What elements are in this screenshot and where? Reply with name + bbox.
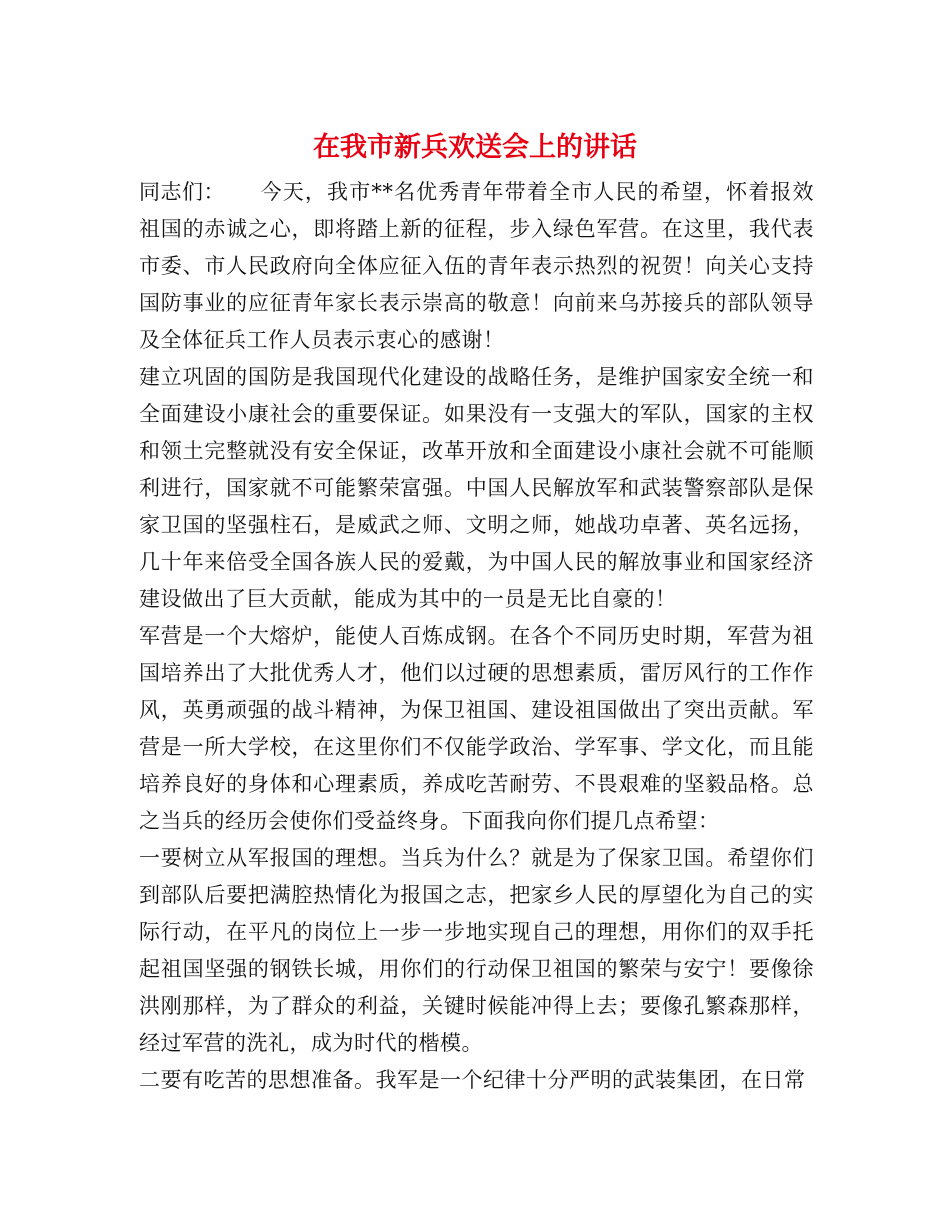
paragraph-4: 一要树立从军报国的理想。当兵为什么？就是为了保家卫国。希望你们到部队后要把满腔热情化为报国之志，把家乡人民的厚望化为自己的实际行动，在平凡的岗位上一步一步地实现自己的理想，用你们的双手托起祖国坚强的钢铁长城，用你们的行动保卫祖国的繁荣与安宁！要像徐洪刚那样，为了群众的利益，关键时候能冲得上去；要像孔繁森那样，经过军营的洗礼，成为时代的楷模。 [139, 846, 814, 1055]
document-title: 在我市新兵欢送会上的讲话 [313, 132, 637, 163]
paragraph-1 [139, 174, 814, 359]
paragraph-1-text: 今天，我市**名优秀青年带着全市人民的希望，怀着报效祖国的赤诚之心，即将踏上新的征程，步入绿色军营。在这里，我代表市委、市人民政府向全体应征入伍的青年表示热烈的祝贺！向关心支持国防事业的应征青年家长表示崇高的敬意！向前来乌苏接兵的部队领导及全体征兵工作人员表示衷心的感谢！ [139, 180, 814, 352]
paragraph-2: 建立巩固的国防是我国现代化建设的战略任务，是维护国家安全统一和全面建设小康社会的重要保证。如果没有一支强大的军队，国家的主权和领土完整就没有安全保证，改革开放和全面建设小康社会就不可能顺利进行，国家就不可能繁荣富强。中国人民解放军和武装警察部队是保家卫国的坚强柱石，是威武之师、文明之师，她战功卓著、英名远扬，几十年来倍受全国各族人民的爱戴，为中国人民的解放事业和国家经济建设做出了巨大贡献，能成为其中的一员是无比自豪的！ [139, 365, 814, 611]
paragraph-3: 军营是一个大熔炉，能使人百炼成钢。在各个不同历史时期，军营为祖国培养出了大批优秀人才，他们以过硬的思想素质，雷厉风行的工作作风，英勇顽强的战斗精神，为保卫祖国、建设祖国做出了突出贡献。军营是一所大学校，在这里你们不仅能学政治、学军事、学文化，而且能培养良好的身体和心理素质，养成吃苦耐劳、不畏艰难的坚毅品格。总之当兵的经历会使你们受益终身。下面我向你们提几点希望： [139, 624, 814, 833]
paragraph-5: 二要有吃苦的思想准备。我军是一个纪律十分严明的武装集团，在日常 [139, 1068, 806, 1092]
salutation: 同志们： [139, 180, 225, 204]
document-body [139, 174, 814, 1099]
